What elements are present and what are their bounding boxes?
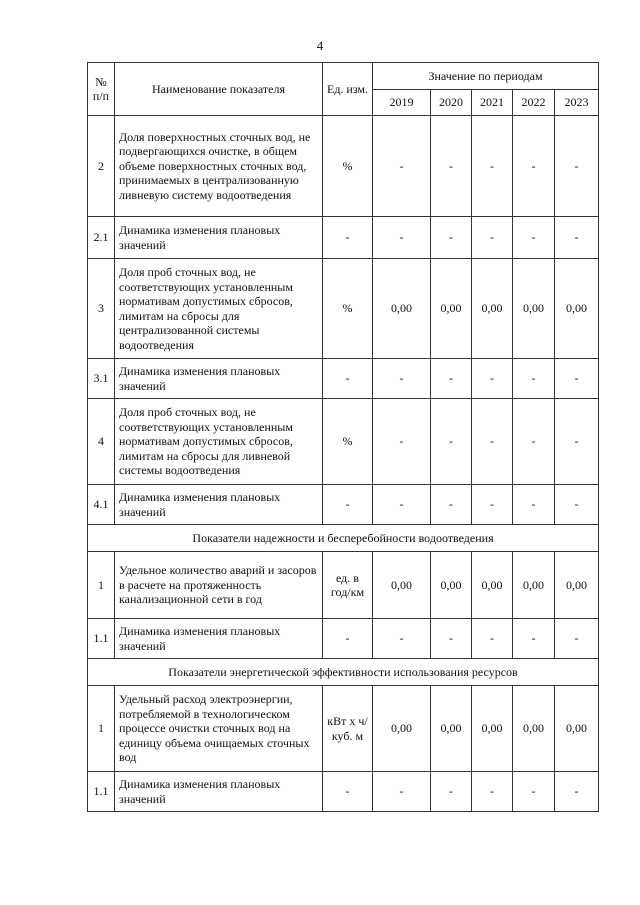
- row-name: Доля проб сточных вод, не соответствующих установленным нормативам допустимых сбросов, лимитам на сбросы для централизованной системы водоотведения: [115, 259, 323, 359]
- row-value: -: [513, 619, 555, 659]
- row-value: 0,00: [472, 686, 513, 772]
- row-value: 0,00: [472, 552, 513, 619]
- table-row: [88, 552, 599, 619]
- row-num: 2.1: [88, 217, 115, 259]
- row-value: -: [373, 359, 431, 399]
- row-num: 3: [88, 259, 115, 359]
- row-value: -: [472, 399, 513, 485]
- row-value: 0,00: [431, 686, 472, 772]
- row-unit: -: [323, 217, 373, 259]
- row-value: -: [431, 359, 472, 399]
- row-name: Удельное количество аварий и засоров в расчете на протяженность канализационной сети в год: [115, 552, 323, 619]
- row-unit: ед. в год/км: [323, 552, 373, 619]
- row-num: 1.1: [88, 619, 115, 659]
- row-value: -: [555, 772, 599, 812]
- year-2021: 2021: [472, 90, 513, 116]
- table-row: [88, 686, 599, 772]
- row-value: -: [472, 359, 513, 399]
- row-value: -: [555, 485, 599, 525]
- section-title-energy: Показатели энергетической эффективности использования ресурсов: [88, 659, 599, 686]
- row-value: -: [513, 772, 555, 812]
- page-number: 4: [316, 38, 324, 53]
- row-unit: -: [323, 619, 373, 659]
- row-name: Доля проб сточных вод, не соответствующих установленным нормативам допустимых сбросов, лимитам на сбросы для ливневой системы водоотведения: [115, 399, 323, 485]
- row-num: 1.1: [88, 772, 115, 812]
- row-unit: %: [323, 116, 373, 217]
- section-heading-row: [88, 525, 599, 552]
- row-value: -: [431, 772, 472, 812]
- row-value: 0,00: [373, 552, 431, 619]
- row-name: Динамика изменения плановых значений: [115, 772, 323, 812]
- table-row: [88, 619, 599, 659]
- row-num: 1: [88, 686, 115, 772]
- row-value: -: [555, 359, 599, 399]
- row-value: -: [472, 485, 513, 525]
- row-value: -: [431, 399, 472, 485]
- row-value: -: [472, 217, 513, 259]
- row-value: -: [555, 619, 599, 659]
- table-row: [88, 116, 599, 217]
- row-unit: -: [323, 772, 373, 812]
- row-value: 0,00: [555, 686, 599, 772]
- row-value: 0,00: [373, 686, 431, 772]
- row-value: -: [373, 485, 431, 525]
- row-value: -: [513, 359, 555, 399]
- header-unit: Ед. изм.: [323, 63, 373, 116]
- row-value: 0,00: [513, 259, 555, 359]
- table-row: [88, 259, 599, 359]
- row-value: -: [513, 116, 555, 217]
- row-unit: -: [323, 359, 373, 399]
- row-name: Удельный расход электроэнергии, потребляемой в технологическом процессе очистки сточных вод на единицу объема очищаемых сточных вод: [115, 686, 323, 772]
- row-value: -: [472, 116, 513, 217]
- row-value: -: [373, 116, 431, 217]
- row-value: 0,00: [513, 552, 555, 619]
- table-row: [88, 485, 599, 525]
- year-2022: 2022: [513, 90, 555, 116]
- row-value: -: [555, 217, 599, 259]
- row-num: 4: [88, 399, 115, 485]
- row-value: -: [431, 619, 472, 659]
- row-value: -: [373, 217, 431, 259]
- row-value: 0,00: [472, 259, 513, 359]
- row-value: -: [373, 619, 431, 659]
- row-value: -: [472, 619, 513, 659]
- row-num: 1: [88, 552, 115, 619]
- row-value: 0,00: [555, 259, 599, 359]
- row-value: 0,00: [431, 259, 472, 359]
- row-num: 3.1: [88, 359, 115, 399]
- row-value: -: [431, 116, 472, 217]
- header-row: [88, 63, 599, 90]
- header-periods: Значение по периодам: [373, 63, 599, 90]
- row-value: -: [513, 485, 555, 525]
- row-value: -: [555, 399, 599, 485]
- row-name: Динамика изменения плановых значений: [115, 485, 323, 525]
- section-heading-row: [88, 659, 599, 686]
- row-value: -: [373, 772, 431, 812]
- row-value: -: [513, 399, 555, 485]
- row-value: 0,00: [513, 686, 555, 772]
- row-name: Динамика изменения плановых значений: [115, 619, 323, 659]
- year-2023: 2023: [555, 90, 599, 116]
- year-2020: 2020: [431, 90, 472, 116]
- table-row: [88, 217, 599, 259]
- row-num: 2: [88, 116, 115, 217]
- table-row: [88, 359, 599, 399]
- row-num: 4.1: [88, 485, 115, 525]
- year-2019: 2019: [373, 90, 431, 116]
- row-value: -: [431, 217, 472, 259]
- indicators-table: [87, 62, 599, 812]
- row-unit: -: [323, 485, 373, 525]
- row-value: -: [373, 399, 431, 485]
- header-name: Наименование показателя: [115, 63, 323, 116]
- section-title-reliability: Показатели надежности и бесперебойности водоотведения: [88, 525, 599, 552]
- row-value: 0,00: [373, 259, 431, 359]
- row-name: Динамика изменения плановых значений: [115, 217, 323, 259]
- row-unit: %: [323, 259, 373, 359]
- row-name: Доля поверхностных сточных вод, не подвергающихся очистке, в общем объеме поверхностных сточных вод, принимаемых в централизованную ливневую систему водоотведения: [115, 116, 323, 217]
- row-value: -: [513, 217, 555, 259]
- row-value: -: [555, 116, 599, 217]
- table-row: [88, 399, 599, 485]
- row-unit: %: [323, 399, 373, 485]
- row-name: Динамика изменения плановых значений: [115, 359, 323, 399]
- row-value: -: [431, 485, 472, 525]
- row-value: 0,00: [555, 552, 599, 619]
- header-num: № п/п: [88, 63, 115, 116]
- row-value: -: [472, 772, 513, 812]
- row-unit: кВт х ч/куб. м: [323, 686, 373, 772]
- row-value: 0,00: [431, 552, 472, 619]
- table-row: [88, 772, 599, 812]
